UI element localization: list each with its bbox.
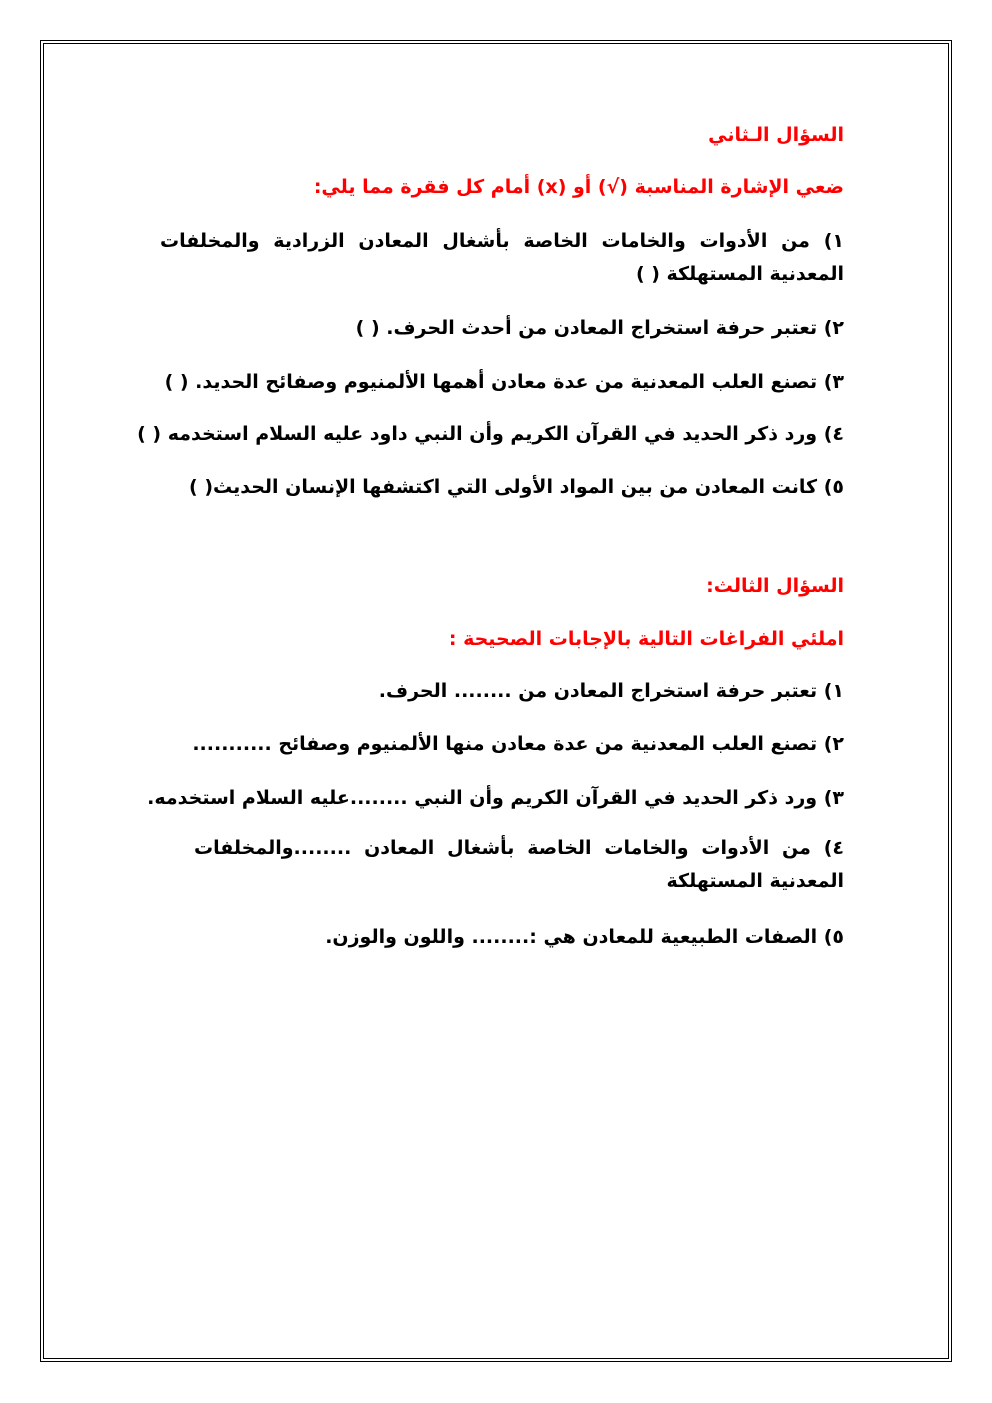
section2-item-5: ٥) كانت المعادن من بين المواد الأولى التي اكتشفها الإنسان الحديث( ) xyxy=(189,476,844,498)
section3-title: السؤال الثالث: xyxy=(706,575,844,597)
section3-item-4: ٤) من الأدوات والخامات الخاصة بأشغال المعادن ........والمخلفات المعدنية المستهلكة xyxy=(194,837,844,892)
section3-item-5: ٥) الصفات الطبيعية للمعادن هي :........ واللون والوزن. xyxy=(325,926,844,948)
section2-title: السؤال الـثاني xyxy=(708,124,844,146)
section2-item-2: ٢) تعتبر حرفة استخراج المعادن من أحدث الحرف. ( ) xyxy=(355,317,844,339)
section2-instruction: ضعي الإشارة المناسبة (√) أو (x) أمام كل فقرة مما يلي: xyxy=(313,176,844,198)
section2-item-4: ٤) ورد ذكر الحديد في القرآن الكريم وأن النبي داود عليه السلام استخدمه ( ) xyxy=(137,423,844,445)
section3-item-2: ٢) تصنع العلب المعدنية من عدة معادن منها الألمنيوم وصفائح ........... xyxy=(192,733,844,755)
section2-item-1: ١) من الأدوات والخامات الخاصة بأشغال المعادن الزرادية والمخلفات المعدنية المستهلكة ( ) xyxy=(160,230,844,285)
section3-instruction: املئي الفراغات التالية بالإجابات الصحيحة : xyxy=(448,628,844,650)
section3-item-1: ١) تعتبر حرفة استخراج المعادن من ........ الحرف. xyxy=(378,680,844,702)
section3-item-3: ٣) ورد ذكر الحديد في القرآن الكريم وأن النبي ........عليه السلام استخدمه. xyxy=(147,787,844,809)
section2-item-3: ٣) تصنع العلب المعدنية من عدة معادن أهمها الألمنيوم وصفائح الحديد. ( ) xyxy=(164,371,844,393)
